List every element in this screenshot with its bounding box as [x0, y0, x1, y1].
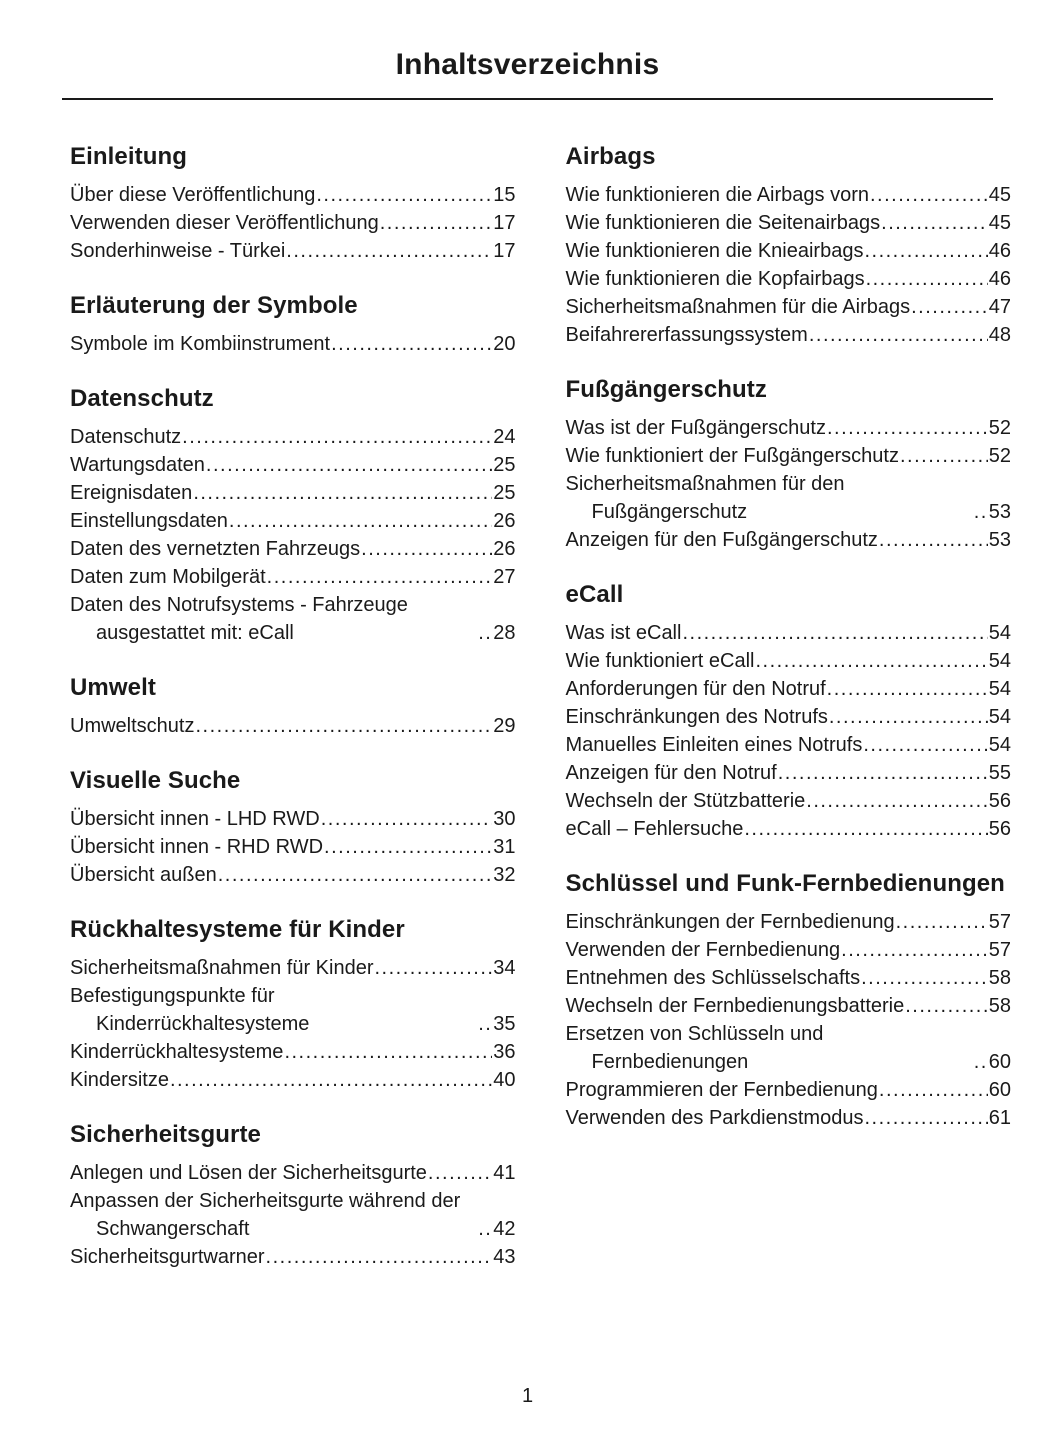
section-heading: Umwelt	[70, 674, 156, 701]
entry-page-number: 60	[988, 1051, 1011, 1073]
dot-leader	[331, 330, 492, 358]
dot-leader	[864, 1104, 987, 1132]
toc-section	[70, 142, 516, 265]
entry-page-number: 56	[988, 818, 1011, 840]
toc-entry	[566, 442, 1012, 470]
dot-leader	[879, 1076, 988, 1104]
toc-entry	[566, 731, 1012, 759]
entry-page-number: 26	[493, 510, 516, 532]
dot-leader	[380, 209, 493, 237]
toc-section	[70, 291, 516, 358]
entry-page-number: 17	[493, 212, 516, 234]
page-title: Inhaltsverzeichnis	[395, 48, 660, 81]
entry-label: Verwenden der Fernbedienung	[565, 939, 841, 961]
entry-label: Wie funktionieren die Knieairbags	[565, 240, 864, 262]
toc-entry	[566, 237, 1012, 265]
dot-leader	[905, 992, 988, 1020]
dot-leader	[193, 479, 492, 507]
entry-page-number: 61	[988, 1107, 1011, 1129]
entry-label: Wechseln der Fernbedienungsbatterie	[565, 995, 905, 1017]
entry-page-number: 35	[493, 1013, 516, 1035]
entry-page-number: 28	[493, 622, 516, 644]
toc-entry	[70, 861, 516, 889]
dot-leader	[428, 1159, 492, 1187]
toc-entry	[70, 209, 516, 237]
entry-page-number: 55	[988, 762, 1011, 784]
entry-page-number: 34	[493, 957, 516, 979]
dot-leader	[478, 1010, 492, 1038]
toc-section	[70, 915, 516, 1094]
entry-label: Verwenden dieser Veröffentlichung	[70, 212, 379, 234]
dot-leader	[900, 442, 988, 470]
entry-label: Über diese Veröffentlichung	[70, 184, 316, 206]
toc-section	[566, 869, 1012, 1132]
toc-entry	[566, 619, 1012, 647]
entry-label: Umweltschutz	[70, 715, 195, 737]
entry-label: Daten des Notrufsystems - Fahrzeuge ausgestattet mit: eCall	[70, 594, 408, 644]
entry-page-number: 20	[493, 333, 516, 355]
dot-leader	[827, 414, 988, 442]
entry-label: Sicherheitsgurtwarner	[70, 1246, 265, 1268]
toc-entry	[70, 181, 516, 209]
toc-entry	[70, 1159, 516, 1187]
entry-page-number: 31	[493, 836, 516, 858]
section-heading: Rückhaltesysteme für Kinder	[70, 916, 405, 943]
dot-leader	[361, 535, 492, 563]
entry-label: Einstellungsdaten	[70, 510, 228, 532]
toc-section	[70, 1120, 516, 1271]
entry-label: Wie funktioniert der Fußgängerschutz	[565, 445, 899, 467]
section-heading: Schlüssel und Funk-Fernbedienungen	[565, 870, 1005, 897]
entry-label: Übersicht innen - RHD RWD	[70, 836, 324, 858]
entry-page-number: 54	[988, 678, 1011, 700]
document-header	[0, 0, 1055, 100]
dot-leader	[841, 936, 988, 964]
section-heading: Einleitung	[70, 143, 187, 170]
toc-section	[566, 142, 1012, 349]
toc-entry	[566, 293, 1012, 321]
toc-entry	[70, 451, 516, 479]
dot-leader	[863, 731, 987, 759]
section-heading: Datenschutz	[70, 385, 214, 412]
toc-entry	[70, 330, 516, 358]
toc-entry	[566, 265, 1012, 293]
entry-label: Ereignisdaten	[70, 482, 193, 504]
toc-entry	[566, 321, 1012, 349]
toc-entry	[70, 423, 516, 451]
dot-leader	[478, 619, 492, 647]
dot-leader	[829, 703, 988, 731]
toc-entry	[566, 209, 1012, 237]
entry-page-number: 48	[988, 324, 1011, 346]
entry-label: Entnehmen des Schlüsselschafts	[565, 967, 861, 989]
dot-leader	[896, 908, 988, 936]
entry-label: Befestigungspunkte für Kinderrückhaltesysteme	[70, 985, 310, 1035]
entry-label: Anforderungen für den Notruf	[565, 678, 826, 700]
toc-entry	[566, 936, 1012, 964]
entry-page-number: 26	[493, 538, 516, 560]
toc-entry	[70, 563, 516, 591]
entry-page-number: 27	[493, 566, 516, 588]
entry-page-number: 46	[988, 268, 1011, 290]
toc-section	[70, 673, 516, 740]
toc-entry	[566, 703, 1012, 731]
entry-page-number: 53	[988, 529, 1011, 551]
toc-entry	[70, 507, 516, 535]
entry-page-number: 56	[988, 790, 1011, 812]
section-heading: Sicherheitsgurte	[70, 1121, 261, 1148]
toc-entry	[70, 535, 516, 563]
entry-page-number: 17	[493, 240, 516, 262]
entry-label: Einschränkungen der Fernbedienung	[565, 911, 895, 933]
toc-entry	[566, 815, 1012, 843]
entry-page-number: 53	[988, 501, 1011, 523]
entry-page-number: 60	[988, 1079, 1011, 1101]
toc-entry	[566, 526, 1012, 554]
section-heading: eCall	[565, 581, 624, 608]
toc-entry	[566, 675, 1012, 703]
section-heading: Erläuterung der Symbole	[70, 292, 358, 319]
entry-label: Wie funktionieren die Airbags vorn	[565, 184, 869, 206]
section-heading: Airbags	[565, 143, 656, 170]
entry-label: Symbole im Kombiinstrument	[70, 333, 331, 355]
dot-leader	[861, 964, 988, 992]
toc-entry	[70, 833, 516, 861]
toc-section	[70, 766, 516, 889]
toc-entry	[70, 1243, 516, 1271]
entry-label: Kinderrückhaltesysteme	[70, 1041, 284, 1063]
dot-leader	[870, 181, 988, 209]
entry-page-number: 45	[988, 184, 1011, 206]
section-heading: Fußgängerschutz	[565, 376, 768, 403]
entry-label: eCall – Fehlersuche	[565, 818, 744, 840]
entry-page-number: 52	[988, 445, 1011, 467]
toc-entry	[566, 908, 1012, 936]
entry-label: Anpassen der Sicherheitsgurte während der Schwangerschaft	[70, 1190, 461, 1240]
entry-label: Ersetzen von Schlüsseln und Fernbedienungen	[565, 1023, 824, 1073]
entry-label: Beifahrererfassungssystem	[565, 324, 808, 346]
entry-page-number: 54	[988, 706, 1011, 728]
toc-entry	[566, 1020, 1012, 1076]
toc-entry	[70, 954, 516, 982]
entry-label: Sicherheitsmaßnahmen für die Airbags	[565, 296, 911, 318]
dot-leader	[682, 619, 987, 647]
entry-label: Wie funktioniert eCall	[565, 650, 755, 672]
toc-column-right	[566, 142, 1012, 1271]
dot-leader	[266, 1243, 493, 1271]
entry-page-number: 57	[988, 911, 1011, 933]
dot-leader	[182, 423, 492, 451]
dot-leader	[286, 237, 492, 265]
entry-page-number: 29	[493, 715, 516, 737]
entry-label: Anzeigen für den Notruf	[565, 762, 777, 784]
entry-label: Daten des vernetzten Fahrzeugs	[70, 538, 361, 560]
entry-label: Übersicht außen	[70, 864, 217, 886]
dot-leader	[827, 675, 988, 703]
entry-page-number: 52	[988, 417, 1011, 439]
toc-section	[70, 384, 516, 647]
entry-label: Anzeigen für den Fußgängerschutz	[565, 529, 878, 551]
entry-page-number: 15	[493, 184, 516, 206]
dot-leader	[864, 237, 987, 265]
entry-page-number: 57	[988, 939, 1011, 961]
entry-page-number: 40	[493, 1069, 516, 1091]
dot-leader	[324, 833, 492, 861]
dot-leader	[809, 321, 988, 349]
toc-entry	[566, 964, 1012, 992]
entry-label: Verwenden des Parkdienstmodus	[565, 1107, 864, 1129]
toc-entry	[70, 982, 516, 1038]
entry-label: Datenschutz	[70, 426, 182, 448]
dot-leader	[267, 563, 493, 591]
entry-label: Wie funktionieren die Seitenairbags	[565, 212, 881, 234]
dot-leader	[206, 451, 492, 479]
entry-page-number: 43	[493, 1246, 516, 1268]
toc-entry	[70, 1038, 516, 1066]
toc-entry	[70, 1187, 516, 1243]
toc-entry	[566, 759, 1012, 787]
dot-leader	[744, 815, 987, 843]
dot-leader	[778, 759, 988, 787]
toc-column-left	[70, 142, 516, 1271]
entry-label: Manuelles Einleiten eines Notrufs	[565, 734, 863, 756]
toc-entry	[566, 1104, 1012, 1132]
entry-page-number: 36	[493, 1041, 516, 1063]
dot-leader	[879, 526, 988, 554]
dot-leader	[881, 209, 988, 237]
entry-label: Sicherheitsmaßnahmen für den Fußgängerschutz	[565, 473, 845, 523]
entry-page-number: 25	[493, 482, 516, 504]
entry-page-number: 46	[988, 240, 1011, 262]
entry-page-number: 41	[493, 1162, 516, 1184]
entry-page-number: 58	[988, 967, 1011, 989]
toc-entry	[70, 237, 516, 265]
dot-leader	[284, 1038, 492, 1066]
table-of-contents	[0, 100, 1055, 1271]
entry-label: Wie funktionieren die Kopfairbags	[565, 268, 865, 290]
toc-entry	[566, 470, 1012, 526]
entry-label: Anlegen und Lösen der Sicherheitsgurte	[70, 1162, 427, 1184]
toc-entry	[566, 992, 1012, 1020]
dot-leader	[321, 805, 493, 833]
dot-leader	[974, 1048, 988, 1076]
entry-label: Wechseln der Stützbatterie	[565, 790, 806, 812]
section-heading: Visuelle Suche	[70, 767, 241, 794]
dot-leader	[316, 181, 492, 209]
entry-page-number: 58	[988, 995, 1011, 1017]
dot-leader	[974, 498, 988, 526]
entry-label: Einschränkungen des Notrufs	[565, 706, 828, 728]
entry-page-number: 30	[493, 808, 516, 830]
entry-label: Übersicht innen - LHD RWD	[70, 808, 320, 830]
toc-section	[566, 580, 1012, 843]
toc-entry	[566, 647, 1012, 675]
entry-label: Sicherheitsmaßnahmen für Kinder	[70, 957, 374, 979]
toc-entry	[566, 181, 1012, 209]
toc-entry	[566, 787, 1012, 815]
entry-page-number: 45	[988, 212, 1011, 234]
dot-leader	[374, 954, 492, 982]
dot-leader	[911, 293, 988, 321]
entry-page-number: 32	[493, 864, 516, 886]
entry-label: Programmieren der Fernbedienung	[565, 1079, 878, 1101]
toc-entry	[70, 805, 516, 833]
toc-entry	[566, 414, 1012, 442]
toc-section	[566, 375, 1012, 554]
toc-entry	[70, 1066, 516, 1094]
entry-label: Was ist der Fußgängerschutz	[565, 417, 826, 439]
entry-label: Sonderhinweise - Türkei	[70, 240, 286, 262]
dot-leader	[866, 265, 988, 293]
dot-leader	[478, 1215, 492, 1243]
toc-entry	[70, 479, 516, 507]
toc-entry	[70, 712, 516, 740]
dot-leader	[170, 1066, 492, 1094]
entry-page-number: 54	[988, 622, 1011, 644]
dot-leader	[755, 647, 987, 675]
dot-leader	[195, 712, 492, 740]
dot-leader	[229, 507, 492, 535]
entry-page-number: 42	[493, 1218, 516, 1240]
entry-label: Was ist eCall	[565, 622, 682, 644]
toc-entry	[566, 1076, 1012, 1104]
entry-label: Kindersitze	[70, 1069, 169, 1091]
dot-leader	[218, 861, 493, 889]
entry-page-number: 25	[493, 454, 516, 476]
entry-page-number: 54	[988, 650, 1011, 672]
toc-entry	[70, 591, 516, 647]
dot-leader	[806, 787, 987, 815]
entry-page-number: 47	[988, 296, 1011, 318]
page-number: 1	[521, 1385, 534, 1407]
entry-label: Wartungsdaten	[70, 454, 205, 476]
entry-page-number: 24	[493, 426, 516, 448]
entry-page-number: 54	[988, 734, 1011, 756]
entry-label: Daten zum Mobilgerät	[70, 566, 266, 588]
